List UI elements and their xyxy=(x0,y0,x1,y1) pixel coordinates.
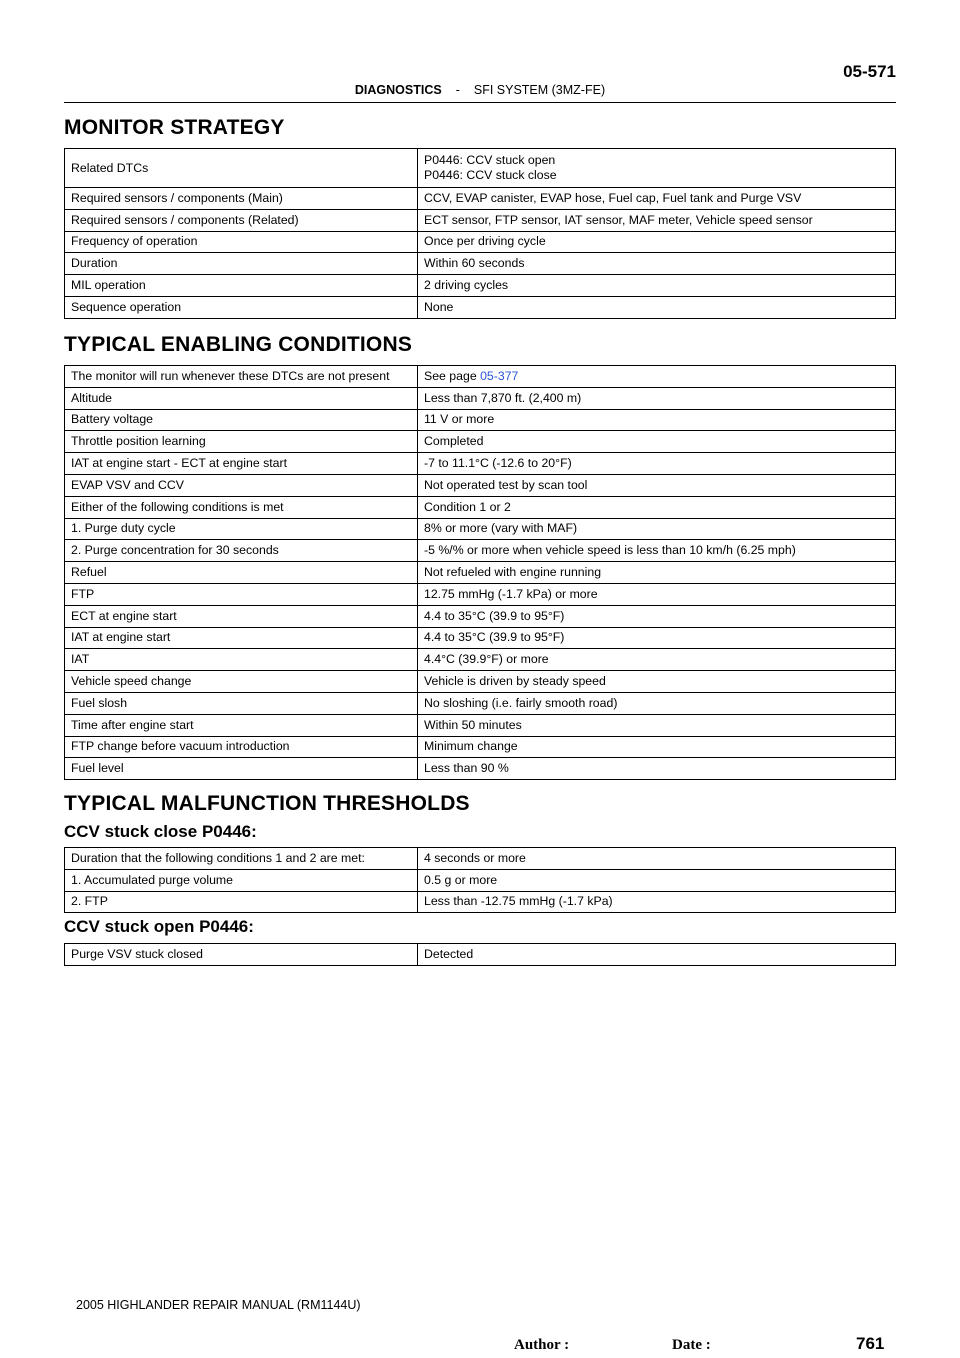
table-row xyxy=(65,540,896,562)
row-value: 12.75 mmHg (-1.7 kPa) or more xyxy=(418,583,896,605)
row-value: None xyxy=(418,296,896,318)
row-label: Refuel xyxy=(65,562,418,584)
table-row xyxy=(65,671,896,693)
row-value: 4.4 to 35°C (39.9 to 95°F) xyxy=(418,605,896,627)
header-subsection: SFI SYSTEM (3MZ-FE) xyxy=(473,83,606,97)
page-number: 05-571 xyxy=(843,62,896,81)
row-label: MIL operation xyxy=(65,275,418,297)
row-value: Once per driving cycle xyxy=(418,231,896,253)
see-page-text: See page xyxy=(424,368,481,383)
monitor-strategy-table xyxy=(64,148,896,319)
printed-page-number: 761 xyxy=(856,1334,885,1353)
row-label: Frequency of operation xyxy=(65,231,418,253)
row-label: Sequence operation xyxy=(65,296,418,318)
table-row xyxy=(65,366,896,388)
row-value: CCV, EVAP canister, EVAP hose, Fuel cap, Fuel tank and Purge VSV xyxy=(418,188,896,210)
header-separator: - xyxy=(455,83,460,97)
table-row xyxy=(65,649,896,671)
row-value: 11 V or more xyxy=(418,409,896,431)
row-label: ECT at engine start xyxy=(65,605,418,627)
row-label: FTP xyxy=(65,583,418,605)
row-value: Within 50 minutes xyxy=(418,714,896,736)
header-title xyxy=(64,83,896,97)
manual-footer: 2005 HIGHLANDER REPAIR MANUAL (RM1144U) xyxy=(76,1298,361,1312)
ccv-stuck-open-table xyxy=(64,943,896,966)
malfunction-thresholds-heading: TYPICAL MALFUNCTION THRESHOLDS xyxy=(64,792,470,815)
row-value-line: P0446: CCV stuck close xyxy=(424,168,557,182)
row-label: 1. Accumulated purge volume xyxy=(65,869,418,891)
table-row xyxy=(65,275,896,297)
monitor-strategy-heading: MONITOR STRATEGY xyxy=(64,116,285,139)
row-label: Fuel level xyxy=(65,758,418,780)
table-row xyxy=(65,296,896,318)
row-label: Fuel slosh xyxy=(65,692,418,714)
table-row xyxy=(65,474,896,496)
table-row xyxy=(65,848,896,870)
row-value: 2 driving cycles xyxy=(418,275,896,297)
row-value: Not refueled with engine running xyxy=(418,562,896,584)
row-value: 4.4°C (39.9°F) or more xyxy=(418,649,896,671)
table-row xyxy=(65,736,896,758)
row-label: Duration that the following conditions 1 and 2 are met: xyxy=(65,848,418,870)
table-row xyxy=(65,149,896,188)
row-value: 8% or more (vary with MAF) xyxy=(418,518,896,540)
table-row xyxy=(65,944,896,966)
row-value: Not operated test by scan tool xyxy=(418,474,896,496)
ccv-stuck-close-table xyxy=(64,847,896,913)
table-row xyxy=(65,518,896,540)
row-label: Throttle position learning xyxy=(65,431,418,453)
row-label: 1. Purge duty cycle xyxy=(65,518,418,540)
date-label: Date : xyxy=(672,1337,711,1353)
table-row xyxy=(65,431,896,453)
table-row xyxy=(65,714,896,736)
row-value: Within 60 seconds xyxy=(418,253,896,275)
row-label: IAT at engine start xyxy=(65,627,418,649)
table-row xyxy=(65,231,896,253)
table-row xyxy=(65,387,896,409)
row-label: Related DTCs xyxy=(65,149,418,188)
row-label: Battery voltage xyxy=(65,409,418,431)
row-label: FTP change before vacuum introduction xyxy=(65,736,418,758)
row-value: Condition 1 or 2 xyxy=(418,496,896,518)
row-value: Less than 7,870 ft. (2,400 m) xyxy=(418,387,896,409)
table-row xyxy=(65,692,896,714)
row-label: 2. FTP xyxy=(65,891,418,913)
row-value: 4.4 to 35°C (39.9 to 95°F) xyxy=(418,627,896,649)
row-value: Less than 90 % xyxy=(418,758,896,780)
row-label: Duration xyxy=(65,253,418,275)
ccv-stuck-open-heading: CCV stuck open P0446: xyxy=(64,917,254,936)
row-value: 0.5 g or more xyxy=(418,869,896,891)
row-value: Detected xyxy=(418,944,896,966)
row-label: Required sensors / components (Related) xyxy=(65,209,418,231)
table-row xyxy=(65,891,896,913)
row-value xyxy=(418,149,896,188)
table-row xyxy=(65,583,896,605)
table-row xyxy=(65,605,896,627)
row-label: Either of the following conditions is met xyxy=(65,496,418,518)
table-row xyxy=(65,496,896,518)
table-row xyxy=(65,409,896,431)
table-row xyxy=(65,188,896,210)
row-label: The monitor will run whenever these DTCs are not present xyxy=(65,366,418,388)
table-row xyxy=(65,453,896,475)
row-value: Minimum change xyxy=(418,736,896,758)
row-value: 4 seconds or more xyxy=(418,848,896,870)
page-header xyxy=(64,62,896,103)
row-label: Time after engine start xyxy=(65,714,418,736)
row-value-line: P0446: CCV stuck open xyxy=(424,153,556,167)
row-value: ECT sensor, FTP sensor, IAT sensor, MAF meter, Vehicle speed sensor xyxy=(418,209,896,231)
row-label: Purge VSV stuck closed xyxy=(65,944,418,966)
table-row xyxy=(65,209,896,231)
table-row xyxy=(65,562,896,584)
author-label: Author : xyxy=(514,1337,570,1353)
row-value: Vehicle is driven by steady speed xyxy=(418,671,896,693)
row-label: IAT at engine start - ECT at engine start xyxy=(65,453,418,475)
table-row xyxy=(65,627,896,649)
row-value xyxy=(418,366,896,388)
row-value: -5 %/% or more when vehicle speed is less than 10 km/h (6.25 mph) xyxy=(418,540,896,562)
row-label: Vehicle speed change xyxy=(65,671,418,693)
enabling-conditions-heading: TYPICAL ENABLING CONDITIONS xyxy=(64,333,413,356)
table-row xyxy=(65,758,896,780)
row-value: Less than -12.75 mmHg (-1.7 kPa) xyxy=(418,891,896,913)
row-value: No sloshing (i.e. fairly smooth road) xyxy=(418,692,896,714)
page-link[interactable]: 05-377 xyxy=(480,368,519,383)
table-row xyxy=(65,253,896,275)
ccv-stuck-close-heading: CCV stuck close P0446: xyxy=(64,822,257,841)
row-value: -7 to 11.1°C (-12.6 to 20°F) xyxy=(418,453,896,475)
header-section: DIAGNOSTICS xyxy=(354,83,442,97)
table-row xyxy=(65,869,896,891)
row-label: Required sensors / components (Main) xyxy=(65,188,418,210)
row-label: 2. Purge concentration for 30 seconds xyxy=(65,540,418,562)
row-label: Altitude xyxy=(65,387,418,409)
row-label: IAT xyxy=(65,649,418,671)
row-label: EVAP VSV and CCV xyxy=(65,474,418,496)
row-value: Completed xyxy=(418,431,896,453)
enabling-conditions-table xyxy=(64,365,896,780)
